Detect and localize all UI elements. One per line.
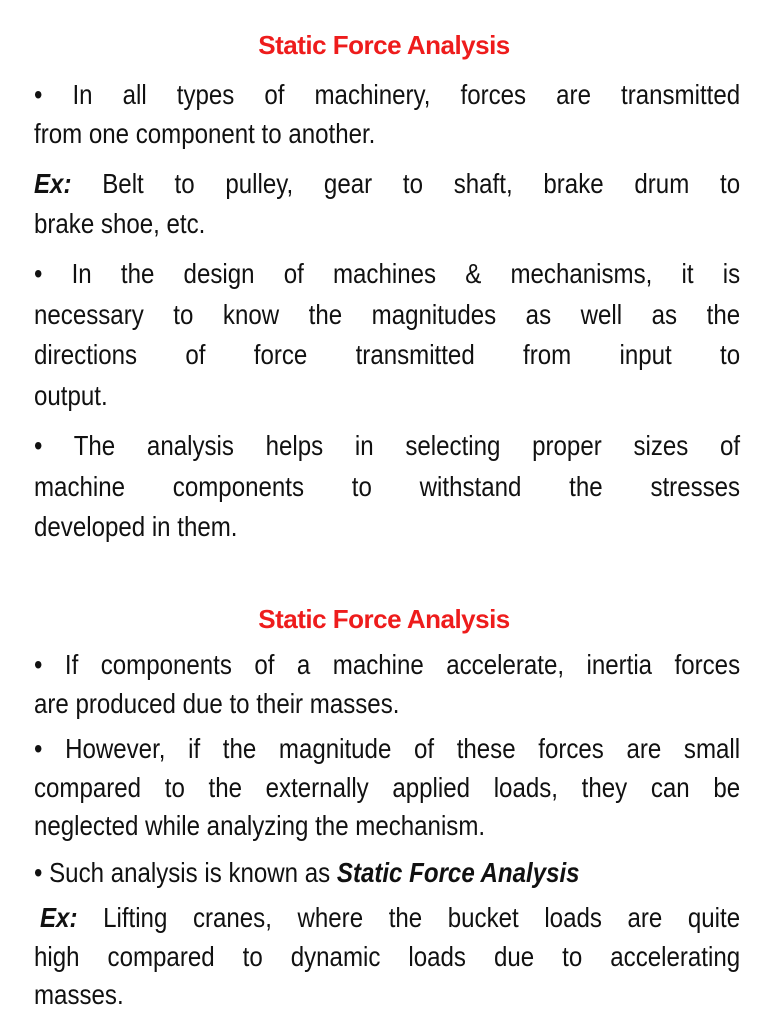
example-text: Lifting cranes, where the bucket loads are quite [77, 902, 741, 933]
text-line: • In all types of machinery, forces are transmitted [34, 79, 741, 110]
bullet-line [34, 809, 740, 843]
text-line: developed in them. [34, 511, 238, 542]
bullet-line [34, 78, 740, 112]
text-line: compared to the externally applied loads, they can be [34, 772, 741, 803]
text-line: necessary to know the magnitudes as well as the [34, 299, 741, 330]
text-line [34, 856, 740, 890]
text-line: • If components of a machine accelerate, inertia forces [34, 649, 741, 680]
text-line [34, 167, 740, 201]
text-line: high compared to dynamic loads due to accelerating [34, 941, 741, 972]
example-line [34, 207, 740, 241]
text-line: output. [34, 380, 108, 411]
example-line [40, 901, 740, 935]
example-line [34, 978, 740, 1012]
bullet-line [34, 856, 740, 890]
bullet-line [34, 732, 740, 766]
section-title: Static Force Analysis [258, 30, 510, 60]
text-line: are produced due to their masses. [34, 688, 400, 719]
text-line: brake shoe, etc. [34, 208, 206, 239]
text-line: • However, if the magnitude of these forces are small [34, 733, 741, 764]
example-line [34, 940, 740, 974]
bullet-line [34, 687, 740, 721]
example-label: Ex: [40, 902, 78, 933]
bullet-line [34, 257, 740, 291]
text-line: • The analysis helps in selecting proper sizes of [34, 430, 741, 461]
text-line: • In the design of machines & mechanisms, it is [34, 258, 741, 289]
bullet-line [34, 648, 740, 682]
bullet-text: • Such analysis is known as [34, 857, 337, 888]
example-label: Ex: [34, 168, 72, 199]
bullet-line [34, 771, 740, 805]
text-line: from one component to another. [34, 118, 376, 149]
section-title: Static Force Analysis [258, 604, 510, 634]
emphasis-term: Static Force Analysis [336, 857, 580, 888]
text-line: machine components to withstand the stresses [34, 471, 741, 502]
text-line: neglected while analyzing the mechanism. [34, 810, 486, 841]
bullet-line [34, 338, 740, 372]
bullet-line [34, 298, 740, 332]
bullet-line [34, 117, 740, 151]
bullet-line [34, 470, 740, 504]
bullet-line [34, 510, 740, 544]
bullet-line [34, 429, 740, 463]
bullet-line [34, 379, 740, 413]
text-line [40, 901, 740, 935]
example-text: Belt to pulley, gear to shaft, brake drum to [71, 168, 741, 199]
text-line: masses. [34, 979, 124, 1010]
example-line [34, 167, 740, 201]
text-line: directions of force transmitted from input to [34, 339, 741, 370]
